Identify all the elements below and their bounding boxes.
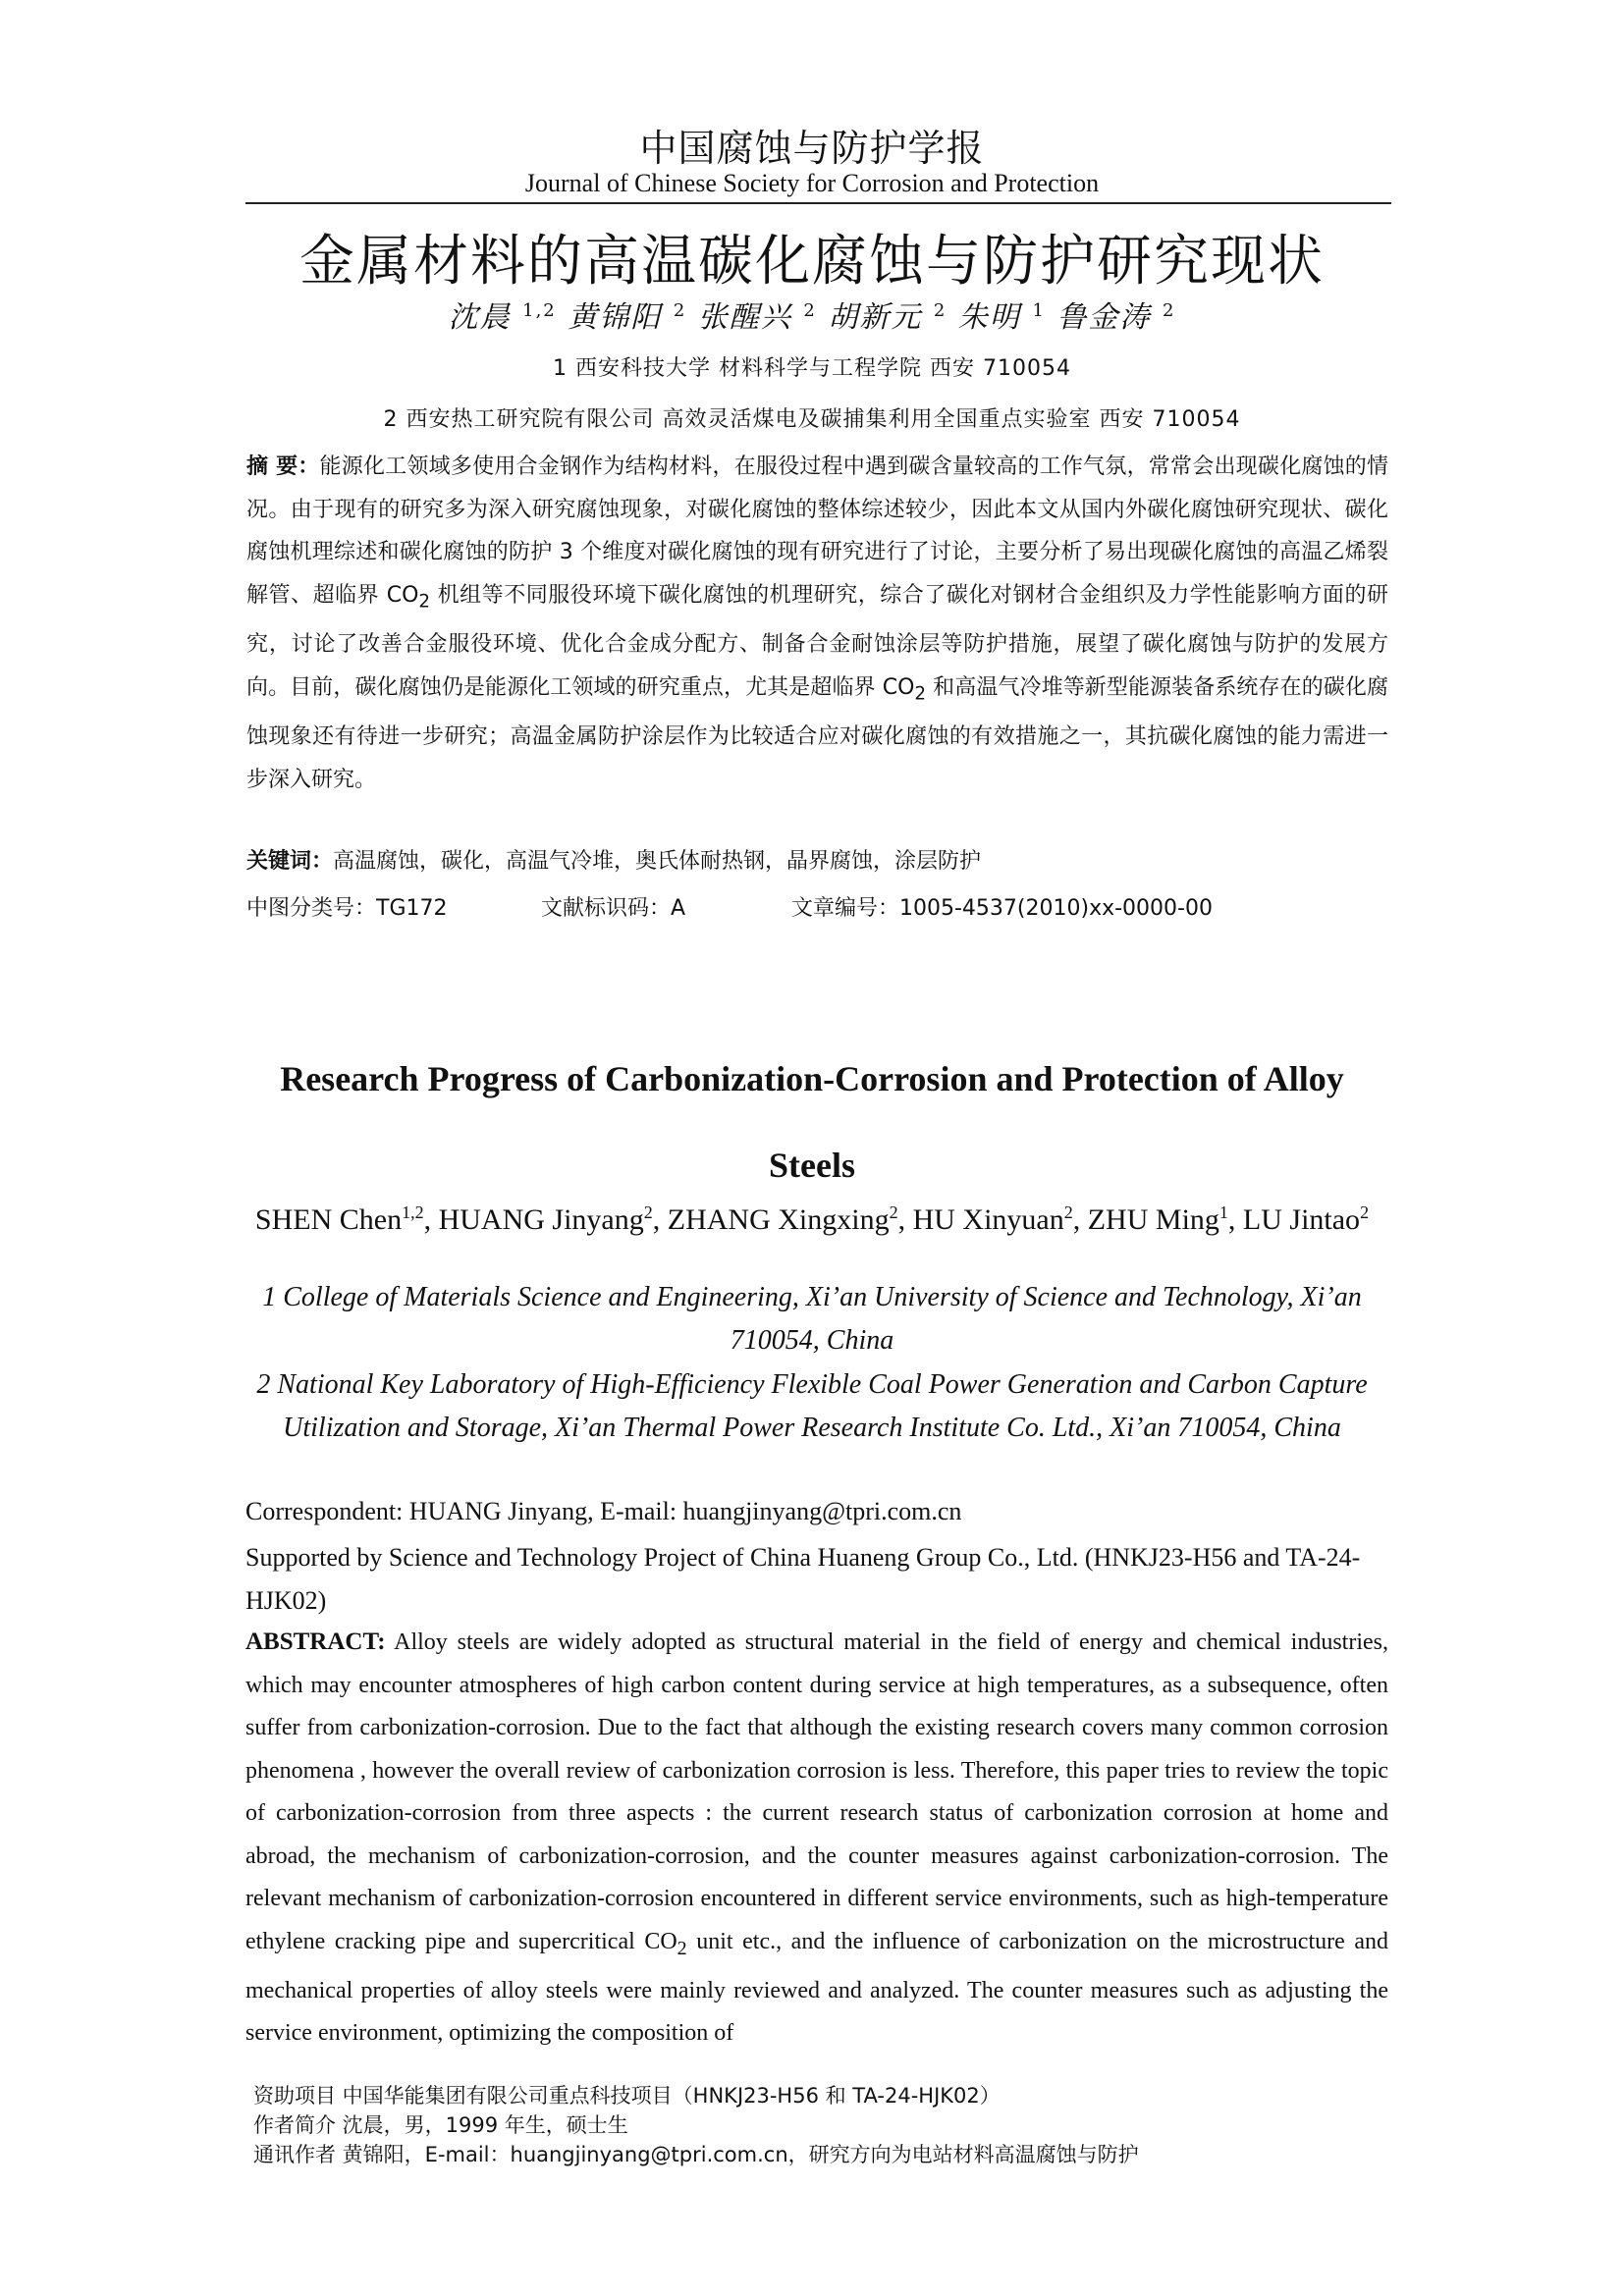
document-code: 文献标识码：A	[541, 896, 686, 921]
affiliation-cn-2: 2 西安热工研究院有限公司 高效灵活煤电及碳捕集利用全国重点实验室 西安 710054	[383, 407, 1241, 432]
keywords-cn	[246, 844, 1388, 875]
journal-name-en: Journal of Chinese Society for Corrosion and Protection	[524, 169, 1100, 197]
affiliation-en-1: 1 College of Materials Science and Engineering, Xi’an University of Science and Technology, Xi’an 710054, China	[262, 1282, 1362, 1356]
authors-en: SHEN Chen$^{1,2}$, HUANG Jinyang$^2$, ZHANG Xingxing$^2$, HU Xinyuan$^2$, ZHU Ming$^1$, LU Jintao$^2$	[254, 1202, 1370, 1236]
article-number: 文章编号：1005-4537(2010)xx-0000-00	[791, 896, 1213, 921]
header-rule	[245, 202, 1391, 204]
clc-number: 中图分类号：TG172	[246, 896, 448, 921]
supported-by-en: Supported by Science and Technology Project of China Huaneng Group Co., Ltd. (HNKJ23-H56 and TA-24-HJK02)	[245, 1543, 1361, 1615]
footnotes	[253, 2081, 1392, 2169]
keywords-cn-label: 关键词：	[246, 849, 334, 874]
abstract-cn-label: 摘 要：	[246, 454, 320, 479]
abstract-cn	[246, 446, 1388, 801]
journal-name-cn: 中国腐蚀与防护学报	[639, 127, 985, 170]
footnote-funding: 资助项目 中国华能集团有限公司重点科技项目（HNKJ23-H56 和 TA-24-HJK02）	[253, 2084, 1001, 2108]
abstract-en-label: ABSTRACT:	[245, 1629, 386, 1655]
article-title-en: Research Progress of Carbonization-Corrosion and Protection of Alloy Steels	[280, 1059, 1344, 1185]
affiliation-cn-1: 1 西安科技大学 材料科学与工程学院 西安 710054	[553, 356, 1071, 381]
abstract-cn-text: 能源化工领域多使用合金钢作为结构材料，在服役过程中遇到碳含量较高的工作气氛，常常会出现碳化腐蚀的情况。由于现有的研究多为深入研究腐蚀现象，对碳化腐蚀的整体综述较少，因此本文从国内外碳化腐蚀研究现状、碳化腐蚀机理综述和碳化腐蚀的防护 3 个维度对碳化腐蚀的现有研究进行了讨论，主要分析了易出现碳化腐蚀的高温乙烯裂解管、超临界 $CO_2$ 机组等不同服役环境下碳化腐蚀的机理研究，综合了碳化对钢材合金组织及力学性能影响方面的研究，讨论了改善合金服役环境、优化合金成分配方、制备合金耐蚀涂层等防护措施，展望了碳化腐蚀与防护的发展方向。目前，碳化腐蚀仍是能源化工领域的研究重点，尤其是超临界 $CO_2$ 和高温气冷堆等新型能源装备系统存在的碳化腐蚀现象还有待进一步研究；高温金属防护涂层作为比较适合应对碳化腐蚀的有效措施之一，其抗碳化腐蚀的能力需进一步深入研究。	[246, 454, 1388, 792]
affiliation-en-2: 2 National Key Laboratory of High-Efficiency Flexible Coal Power Generation and Carbon Capture Utilization and Storage, Xi’an Thermal Power Research Institute Co. Ltd., Xi’an 710054, China	[256, 1369, 1368, 1443]
abstract-en-text: Alloy steels are widely adopted as structural material in the field of energy and chemical industries, which may encounter atmospheres of high carbon content during service at high temperatures, as a subsequence, often suffer from carbonization-corrosion. Due to the fact that although the existing research covers many common corrosion phenomena , however the overall review of carbonization corrosion is less. Therefore, this paper tries to review the topic of carbonization-corrosion from three aspects : the current research status of carbonization corrosion at home and abroad, the mechanism of carbonization-corrosion, and the counter measures against carbonization-corrosion. The relevant mechanism of carbonization-corrosion encountered in different service environments, such as high-temperature ethylene cracking pipe and supercritical $CO_2$ unit etc., and the influence of carbonization on the microstructure and mechanical properties of alloy steels were mainly reviewed and analyzed. The counter measures such as adjusting the service environment, optimizing the composition of	[245, 1629, 1388, 2047]
correspondent-en: Correspondent: HUANG Jinyang, E-mail: huangjinyang@tpri.com.cn	[245, 1497, 962, 1525]
abstract-en	[245, 1621, 1388, 2056]
authors-cn: 沈晨 $^{1,2}$ 黄锦阳 $^2$ 张醒兴 $^2$ 胡新元 $^2$ 朱明 $^1$ 鲁金涛 $^2$	[448, 300, 1176, 335]
footnote-corresponding: 通讯作者 黄锦阳，E-mail：huangjinyang@tpri.com.cn，研究方向为电站材料高温腐蚀与防护	[253, 2143, 1139, 2166]
footnote-author-bio: 作者简介 沈晨，男，1999 年生，硕士生	[253, 2113, 628, 2137]
keywords-cn-text: 高温腐蚀，碳化，高温气冷堆，奥氏体耐热钢，晶界腐蚀，涂层防护	[333, 849, 982, 874]
article-title-cn: 金属材料的高温碳化腐蚀与防护研究现状	[299, 230, 1325, 294]
